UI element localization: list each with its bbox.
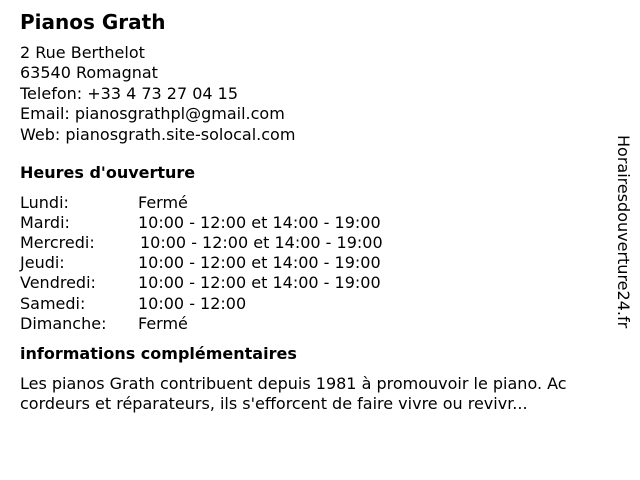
time-value: 10:00 - 12:00 et 14:00 - 19:00: [138, 253, 381, 273]
time-value: 10:00 - 12:00 et 14:00 - 19:00: [138, 213, 381, 233]
hours-row-mercredi: [20, 233, 610, 253]
time-value: Fermé: [138, 193, 188, 213]
info-description: [20, 374, 630, 414]
day-label: Mardi:: [20, 213, 70, 233]
site-watermark: Horairesdouverture24.fr: [614, 135, 633, 329]
time-value: 10:00 - 12:00: [138, 293, 247, 313]
hours-table: [20, 193, 610, 334]
hours-row-vendredi: [20, 273, 610, 293]
day-label: Dimanche:: [20, 313, 107, 333]
business-card: [20, 10, 610, 414]
time-value: 10:00 - 12:00 et 14:00 - 19:00: [140, 233, 383, 253]
website-address[interactable]: Web: pianosgrath.site-solocal.com: [20, 124, 296, 144]
city-address: 63540 Romagnat: [20, 63, 158, 83]
email-address[interactable]: Email: pianosgrathpl@gmail.com: [20, 104, 285, 124]
info-line: Les pianos Grath contribuent depuis 1981 à promouvoir le piano. Ac: [20, 373, 567, 393]
day-label: Samedi:: [20, 293, 86, 313]
info-title: informations complémentaires: [20, 343, 297, 363]
hours-row-lundi: [20, 193, 610, 213]
info-line: cordeurs et réparateurs, ils s'efforcent de faire vivre ou revivr...: [20, 393, 528, 413]
hours-row-jeudi: [20, 253, 610, 273]
business-name: Pianos Grath: [20, 10, 166, 34]
hours-row-mardi: [20, 213, 610, 233]
time-value: 10:00 - 12:00 et 14:00 - 19:00: [138, 273, 381, 293]
day-label: Lundi:: [20, 193, 69, 213]
day-label: Vendredi:: [20, 273, 96, 293]
day-label: Mercredi:: [20, 233, 95, 253]
street-address: 2 Rue Berthelot: [20, 43, 145, 62]
time-value: Fermé: [138, 313, 188, 333]
hours-title: Heures d'ouverture: [20, 163, 196, 183]
hours-row-dimanche: [20, 314, 610, 334]
hours-row-samedi: [20, 294, 610, 314]
contact-block: [20, 43, 610, 145]
phone-number[interactable]: Telefon: +33 4 73 27 04 15: [20, 83, 239, 103]
day-label: Jeudi:: [20, 253, 65, 273]
